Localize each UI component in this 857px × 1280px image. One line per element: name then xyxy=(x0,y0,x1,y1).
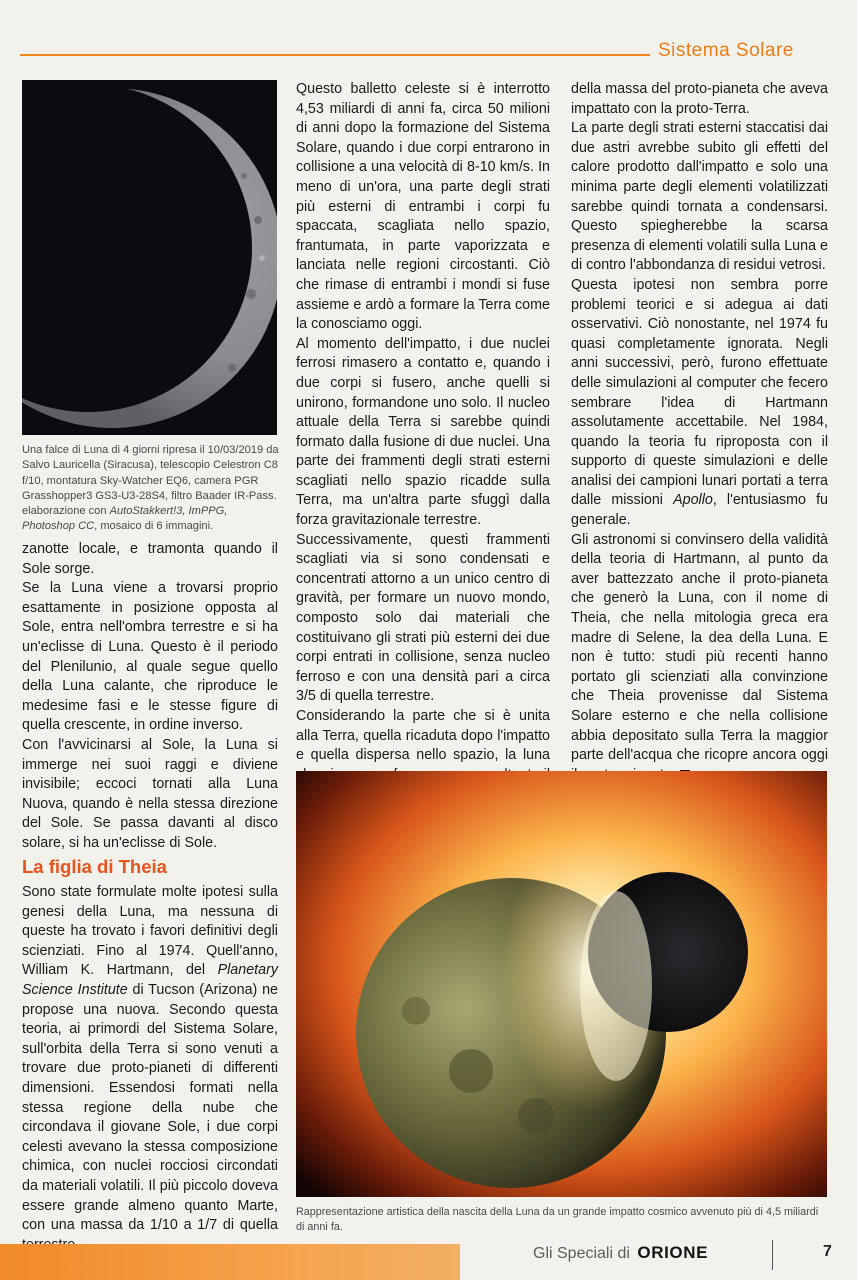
paragraph: Se la Luna viene a trovarsi proprio esattamente in posizione opposta al Sole, entra nell'ombra terrestre e si ha un'eclisse di Luna. Questo è il periodo del Plenilunio, al quale segue quello della Luna calante, che riproduce le medesime fasi e le stesse figure di quella crescente, in ordine inverso. xyxy=(22,580,278,734)
paragraph: Con l'avvicinarsi al Sole, la Luna si immerge nei suoi raggi e diviene invisibile; eccoci tornati alla Luna Nuova, quando è nella stessa direzione del Sole. Se passa davanti al disco solare, si ha un'eclisse di Sole. xyxy=(22,736,278,851)
paragraph: Questo balletto celeste si è interrotto 4,53 miliardi di anni fa, circa 50 milioni di anni dopo la formazione del Sistema Solare, quando i due corpi entrarono in collisione a una velocità di 8-10 km/s. In meno di un'ora, una parte degli strati più esterni di entrambi i corpi fu spaccata, scagliata nello spazio, frantumata, in parte vaporizzata e lanciata nelle regioni circostanti. Ciò che rimase di entrambi i mondi si fuse assieme e ardò a formare la Terra come la conosciamo oggi. xyxy=(296,81,550,333)
impact-illustration xyxy=(296,771,827,1197)
column-1-theia xyxy=(22,883,278,1255)
footer-separator xyxy=(772,1240,773,1270)
moon-caption: Una falce di Luna di 4 giorni ripresa il 10/03/2019 da Salvo Lauricella (Siracusa), telescopio Celestron C8 f/10, montatura Sky-Watcher EQ6, camera PGR Grasshopper3 GS3-U3-28S4, filtro Baader IR-Pass. elaborazione con AutoStakkert!3, ImPPG, Photoshop CC, mosaico di 6 immagini. xyxy=(22,444,279,533)
footer-series xyxy=(533,1243,708,1263)
impact-caption: Rappresentazione artistica della nascita della Luna da un grande impatto cosmico avvenuto più di 4,5 miliardi di anni fa. xyxy=(296,1206,819,1234)
column-3 xyxy=(571,80,828,785)
header-rule xyxy=(20,54,650,56)
column-2 xyxy=(296,80,550,805)
series-label: Gli Speciali di xyxy=(533,1245,630,1262)
subheading-theia: La figlia di Theia xyxy=(22,856,167,877)
page-number: 7 xyxy=(823,1243,832,1260)
paragraph: La parte degli strati esterni staccatisi dai due astri avrebbe subito gli effetti del calore prodotto dall'impatto e solo una minima parte degli elementi volatilizzati sarebbe quindi tornata a condensarsi. Questo spiegherebbe la scarsa presenza di elementi volatili sulla Luna e di contro l'abbondanza di residui vetrosi. xyxy=(571,120,828,274)
moon-photo xyxy=(22,80,277,435)
paragraph: Questa ipotesi non sembra porre problemi teorici e si adegua ai dati osservativi. Ciò nonostante, nel 1974 fu quasi completamente ignorata. Negli anni successivi, però, furono effettuate delle simulazioni al computer che fecero sembrare l'idea di Hartmann assolutamente accettabile. Nel 1984, quando la teoria fu riproposta con il supporto di queste simulazioni e delle analisi dei campioni lunari portati a terra dalle missioni Apollo, l'entusiasmo fu generale. xyxy=(571,276,828,529)
paragraph: Al momento dell'impatto, i due nuclei ferrosi rimasero a contatto e, quando i due corpi si fusero, anche quelli si unirono, formandone uno solo. Il nucleo attuale della Terra si sarebbe quindi formato dalla fusione di due nuclei. Una parte dei frammenti degli strati esterni scagliati nello spazio ricadde sulla Terra, ma un'altra parte sfuggì dalla forza gravitazionale terrestre. xyxy=(296,335,550,529)
section-title: Sistema Solare xyxy=(658,40,794,61)
paragraph: della massa del proto-pianeta che aveva impattato con la proto-Terra. xyxy=(571,81,828,117)
paragraph: Considerando la parte che si è unita alla Terra, quella ricaduta dopo l'impatto e quella dispersa nello spazio, la luna xyxy=(296,708,550,764)
paragraph: Successivamente, questi frammenti scagliati via si sono condensati e concentrati attorno a un unico centro di gravità, per formare un nuovo mondo, composto solo dai materiali che costituivano gli strati più esterni dei due corpi entrati in collisione, senza nucleo ferroso e con una densità pari a circa 3/5 di quella terrestre. xyxy=(296,531,550,705)
footer-band xyxy=(0,1244,460,1280)
column-1-intro xyxy=(22,540,278,854)
paragraph: zanotte locale, e tramonta quando il Sole sorge. xyxy=(22,541,278,577)
paragraph: Sono state formulate molte ipotesi sulla genesi della Luna, ma nessuna di queste ha trovato i favori definitivi degli scienziati. Fino al 1974. Quell'anno, William K. Hartmann, del Planetary Science Institute di Tucson (Arizona) ne propose una nuova. Secondo questa teoria, ai primordi del Sistema Solare, sull'orbita della Terra si sono venuti a trovare due proto-pianeti di differenti dimensioni. Essendosi formati nella stessa regione della nube che circondava il giovane Sole, i due corpi celesti avevano la stessa composizione chimica, con nuclei rocciosi circondati da materiali volatili. Il più piccolo doveva essere grande almeno quanto Marte, con una massa da 1/10 a 1/7 di quella xyxy=(22,884,278,1234)
paragraph: Gli astronomi si convinsero della validità della teoria di Hartmann, al punto da aver battezzato anche il proto-pianeta che generò la Luna, con il nome di Theia, che nella mitologia greca era madre di Selene, la dea della Luna. E non è tutto: studi più recenti hanno portato gli scienziati alla convinzione che Theia provenisse dal Sistema Solare esterno e che nella collisione abbia depositato sulla Terra la maggior parte dell'acqua che ricopre ancora oggi xyxy=(571,531,828,786)
magazine-logo: ORIONE xyxy=(637,1243,709,1262)
